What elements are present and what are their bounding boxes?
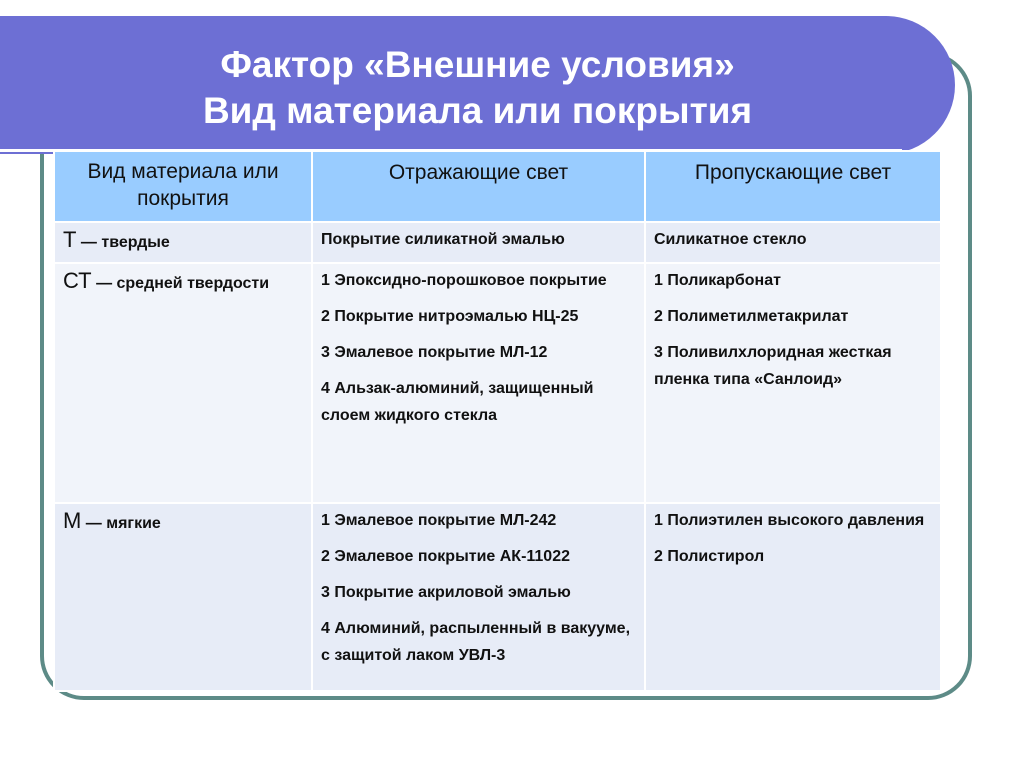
category-cell: [54, 263, 312, 503]
reflecting-cell: [312, 222, 645, 263]
list-item: 2 Полистирол: [654, 548, 765, 565]
list-item: 4 Альзак-алюминий, защищенный слоем жидкого стекла: [321, 380, 594, 424]
header-material-type: Вид материала или покрытия: [54, 151, 312, 222]
slide-title: [0, 42, 955, 134]
table-row: [54, 503, 941, 691]
category-code: Т: [63, 227, 77, 252]
list-item: 1 Эпоксидно-порошковое покрытие: [321, 272, 607, 289]
table-row: [54, 222, 941, 263]
list-item: 3 Покрытие акриловой эмалью: [321, 584, 571, 601]
table-header-row: [54, 151, 941, 222]
category-cell: [54, 503, 312, 691]
reflecting-cell: [312, 503, 645, 691]
table-row: [54, 263, 941, 503]
category-cell: [54, 222, 312, 263]
category-description: — средней твердости: [96, 275, 270, 292]
category-code: СТ: [63, 268, 92, 293]
list-item: 1 Полиэтилен высокого давления: [654, 512, 925, 529]
header-reflecting: Отражающие свет: [312, 151, 645, 222]
list-item: 4 Алюминий, распыленный в вакууме, с защитой лаком УВЛ-3: [321, 620, 631, 664]
materials-table: [53, 150, 942, 692]
transmitting-cell: [645, 503, 941, 691]
list-item: 2 Полиметилметакрилат: [654, 308, 849, 325]
list-item: 1 Эмалевое покрытие МЛ-242: [321, 512, 557, 529]
transmitting-cell: [645, 263, 941, 503]
title-line-2: Вид материала или покрытия: [202, 90, 753, 131]
list-item: 3 Поливилхлоридная жесткая пленка типа «Санлоид»: [654, 344, 892, 388]
title-line-1: Фактор «Внешние условия»: [220, 44, 735, 85]
header-transmitting: Пропускающие свет: [645, 151, 941, 222]
category-description: — мягкие: [85, 515, 161, 532]
transmitting-cell: [645, 222, 941, 263]
reflecting-cell: [312, 263, 645, 503]
list-item: 3 Эмалевое покрытие МЛ-12: [321, 344, 548, 361]
title-bar: [0, 16, 955, 154]
list-item: 2 Покрытие нитроэмалью НЦ-25: [321, 308, 579, 325]
category-description: — твердые: [80, 234, 170, 251]
list-item: Силикатное стекло: [654, 231, 807, 248]
list-item: 2 Эмалевое покрытие АК-11022: [321, 548, 570, 565]
category-code: М: [63, 508, 82, 533]
list-item: Покрытие силикатной эмалью: [321, 231, 565, 248]
list-item: 1 Поликарбонат: [654, 272, 781, 289]
